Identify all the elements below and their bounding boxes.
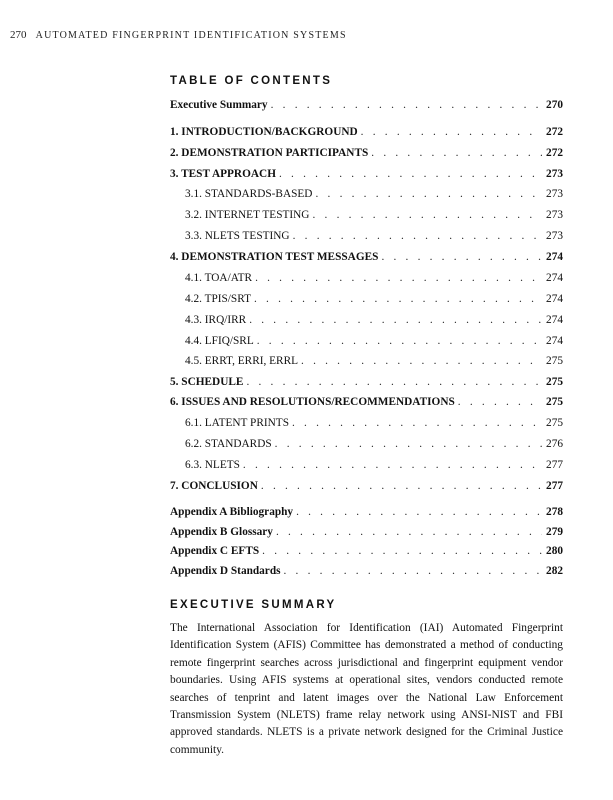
dot-leader	[293, 228, 542, 244]
toc-entry-page: 274	[546, 335, 563, 347]
toc-entry-page: 274	[546, 314, 563, 326]
toc-entry-schedule[interactable]	[170, 374, 563, 390]
toc-entry-label: 4. DEMONSTRATION TEST MESSAGES	[170, 251, 379, 263]
toc-entry-label: 3. TEST APPROACH	[170, 168, 276, 180]
toc-entry-label: Executive Summary	[170, 99, 268, 111]
toc-entry-label: Appendix D Standards	[170, 565, 281, 577]
toc-entry-label: 3.1. STANDARDS-BASED	[185, 188, 313, 200]
dot-leader	[371, 145, 542, 161]
toc-entry-page: 276	[546, 438, 563, 450]
toc-entry-internet-testing[interactable]	[185, 207, 563, 223]
dot-leader	[246, 374, 542, 390]
toc-entry-label: 3.2. INTERNET TESTING	[185, 209, 310, 221]
toc-entry-page: 279	[546, 526, 563, 538]
toc-entry-label: 4.4. LFIQ/SRL	[185, 335, 254, 347]
page-number: 270	[10, 29, 27, 41]
toc-entry-appendix-b[interactable]	[170, 524, 563, 540]
toc-entry-label: 4.2. TPIS/SRT	[185, 293, 251, 305]
toc-entry-errt-erri-errl[interactable]	[185, 353, 563, 369]
toc-entry-tpis-srt[interactable]	[185, 291, 563, 307]
toc-entry-label: 4.1. TOA/ATR	[185, 272, 253, 284]
dot-leader	[361, 124, 542, 140]
toc-entry-appendix-c[interactable]	[170, 543, 563, 559]
toc-entry-label: 1. INTRODUCTION/BACKGROUND	[170, 126, 358, 138]
toc-entry-label: 5. SCHEDULE	[170, 376, 244, 388]
toc-entry-demonstration-participants[interactable]	[170, 145, 563, 161]
dot-leader	[301, 353, 542, 369]
toc-entry-label: 7. CONCLUSION	[170, 480, 258, 492]
dot-leader	[284, 563, 543, 579]
toc-entry-page: 275	[546, 417, 563, 429]
running-head	[10, 29, 347, 41]
dot-leader	[296, 504, 542, 520]
toc-entry-page: 275	[546, 355, 563, 367]
toc-entry-irq-irr[interactable]	[185, 312, 563, 328]
toc-entry-page: 275	[546, 396, 563, 408]
toc-entry-label: 3.3. NLETS TESTING	[185, 230, 290, 242]
dot-leader	[271, 97, 542, 113]
running-head-title: AUTOMATED FINGERPRINT IDENTIFICATION SYSTEMS	[35, 30, 347, 41]
toc-entry-latent-prints[interactable]	[185, 415, 563, 431]
toc-entry-page: 273	[546, 209, 563, 221]
toc-entry-page: 272	[546, 147, 563, 159]
toc-entry-page: 273	[546, 188, 563, 200]
toc-entry-executive-summary[interactable]	[170, 97, 563, 113]
dot-leader	[275, 436, 542, 452]
toc-entry-page: 270	[546, 99, 563, 111]
toc-entry-label: 2. DEMONSTRATION PARTICIPANTS	[170, 147, 369, 159]
toc-entry-page: 280	[546, 545, 563, 557]
dot-leader	[458, 394, 542, 410]
toc-entry-lfiq-srl[interactable]	[185, 333, 563, 349]
toc-entry-label: 4.5. ERRT, ERRI, ERRL	[185, 355, 299, 367]
toc-entry-label: 6.1. LATENT PRINTS	[185, 417, 289, 429]
dot-leader	[243, 457, 542, 473]
toc-entry-page: 274	[546, 272, 563, 284]
dot-leader	[292, 415, 542, 431]
toc-entry-standards[interactable]	[185, 436, 563, 452]
dot-leader	[257, 333, 542, 349]
toc-entry-page: 282	[546, 565, 563, 577]
toc-entry-issues-and-resolutions[interactable]	[170, 394, 563, 410]
toc-entry-label: Appendix B Glossary	[170, 526, 273, 538]
toc-entry-page: 274	[546, 293, 563, 305]
toc-entry-page: 272	[546, 126, 563, 138]
dot-leader	[262, 543, 542, 559]
toc-entry-page: 277	[546, 480, 563, 492]
dot-leader	[249, 312, 542, 328]
dot-leader	[381, 249, 542, 265]
dot-leader	[255, 270, 542, 286]
toc-entry-appendix-d[interactable]	[170, 563, 563, 579]
toc-entry-page: 273	[546, 230, 563, 242]
toc-entry-nlets-testing[interactable]	[185, 228, 563, 244]
toc-entry-introduction[interactable]	[170, 124, 563, 140]
toc-entry-label: Appendix C EFTS	[170, 545, 260, 557]
toc-entry-page: 277	[546, 459, 563, 471]
toc-entry-label: 6.2. STANDARDS	[185, 438, 272, 450]
toc-entry-label: 6. ISSUES AND RESOLUTIONS/RECOMMENDATIONS	[170, 396, 455, 408]
toc-entry-label: Appendix A Bibliography	[170, 506, 294, 518]
toc-entry-test-approach[interactable]	[170, 166, 563, 182]
dot-leader	[312, 207, 542, 223]
toc-entry-page: 275	[546, 376, 563, 388]
toc-entry-label: 6.3. NLETS	[185, 459, 240, 471]
toc-entry-appendix-a[interactable]	[170, 504, 563, 520]
dot-leader	[276, 524, 542, 540]
dot-leader	[261, 478, 542, 494]
toc-entry-conclusion[interactable]	[170, 478, 563, 494]
toc-entry-demonstration-test-messages[interactable]	[170, 249, 563, 265]
toc-entry-standards-based[interactable]	[185, 186, 563, 202]
dot-leader	[279, 166, 542, 182]
toc-entry-label: 4.3. IRQ/IRR	[185, 314, 247, 326]
executive-summary-heading: EXECUTIVE SUMMARY	[170, 599, 337, 611]
toc-entry-nlets[interactable]	[185, 457, 563, 473]
toc-entry-page: 274	[546, 251, 563, 263]
toc-entry-page: 278	[546, 506, 563, 518]
dot-leader	[315, 186, 542, 202]
executive-summary-paragraph: The International Association for Identification (IAI) Automated Fingerprint Identification System (AFIS) Committee has demonstrated a method of conducting remote fingerprint searches across jurisdictional and fingerprint equipment vendor boundaries. Using AFIS systems at operational sites, vendors conducted remote searches of tenprint and latent images over the National Law Enforcement Transmission System (NLETS) frame relay network using ANSI-NIST and FBI approved standards. NLETS is a private network designed for the Criminal Justice community.	[170, 622, 563, 756]
dot-leader	[254, 291, 542, 307]
toc-entry-page: 273	[546, 168, 563, 180]
toc-heading: TABLE OF CONTENTS	[170, 75, 333, 87]
toc-entry-toa-atr[interactable]	[185, 270, 563, 286]
